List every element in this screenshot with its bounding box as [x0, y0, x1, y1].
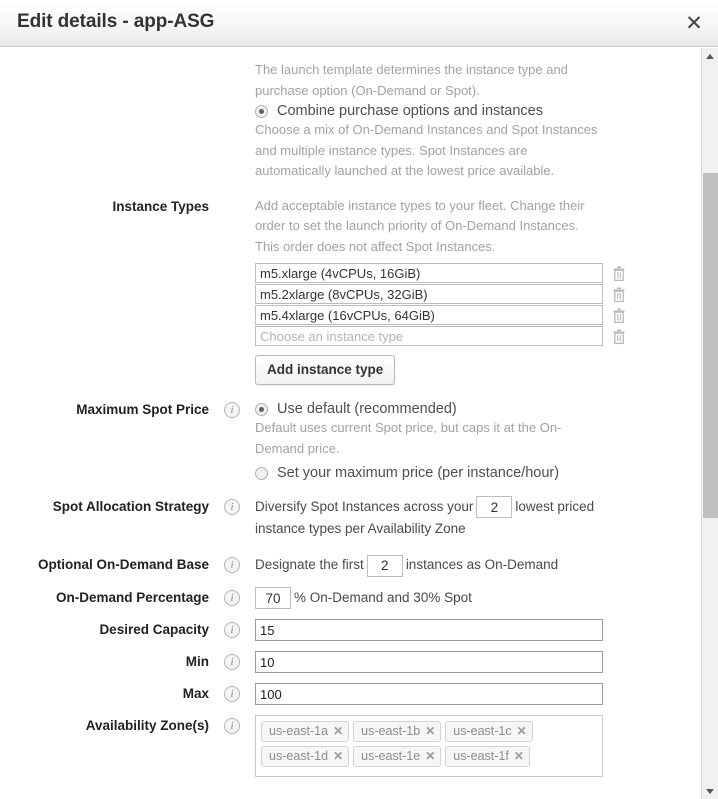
az-chip-label: us-east-1b — [361, 724, 421, 739]
instance-type-input-3[interactable] — [255, 305, 603, 325]
instance-type-row — [255, 263, 690, 283]
spot-price-default-description: Default uses current Spot price, but caps it at the On-Demand price. — [255, 420, 562, 456]
chevron-up-icon[interactable] — [702, 48, 718, 64]
combine-purchase-options-label: Combine purchase options and instances — [277, 103, 543, 119]
trash-icon[interactable] — [612, 328, 626, 345]
dialog-title: Edit details - app-ASG — [17, 11, 215, 32]
max-field — [249, 683, 690, 705]
on-demand-percentage-info[interactable] — [215, 587, 249, 606]
on-demand-base-row — [0, 554, 690, 576]
remove-icon[interactable]: ✕ — [425, 724, 436, 739]
spot-price-custom-radio[interactable] — [255, 467, 268, 480]
info-icon[interactable]: i — [224, 654, 240, 670]
trash-icon[interactable] — [612, 265, 626, 282]
on-demand-base-text-before: Designate the first — [255, 557, 364, 573]
az-chip[interactable] — [261, 746, 349, 767]
desired-capacity-row — [0, 619, 690, 641]
availability-zones-label: Availability Zone(s) — [85, 718, 209, 734]
spot-allocation-count-input[interactable] — [476, 496, 512, 518]
trash-icon[interactable] — [612, 307, 626, 324]
maximum-spot-price-info[interactable] — [215, 399, 249, 418]
edit-details-form — [0, 48, 690, 791]
min-input[interactable] — [255, 651, 603, 673]
remove-icon[interactable]: ✕ — [425, 749, 436, 764]
launch-template-note: The launch template determines the instance type and purchase option (On-Demand or Spot). — [255, 62, 568, 98]
on-demand-base-input[interactable] — [367, 555, 403, 577]
info-icon[interactable]: i — [224, 402, 240, 418]
trash-icon[interactable] — [612, 286, 626, 303]
remove-icon[interactable]: ✕ — [333, 724, 344, 739]
combine-purchase-options-radio[interactable] — [255, 105, 268, 118]
availability-zones-token-field[interactable] — [255, 715, 603, 777]
combine-purchase-options-radio-row[interactable] — [255, 103, 690, 119]
spot-price-default-radio[interactable] — [255, 403, 268, 416]
az-chip[interactable] — [353, 746, 441, 767]
az-chip[interactable] — [445, 746, 530, 767]
on-demand-percentage-input[interactable] — [255, 587, 291, 609]
az-chip[interactable] — [261, 721, 349, 742]
info-icon[interactable]: i — [224, 590, 240, 606]
info-icon[interactable]: i — [224, 718, 240, 734]
spot-price-custom-label: Set your maximum price (per instance/hour) — [277, 465, 560, 481]
instance-type-input-empty[interactable] — [255, 326, 603, 346]
max-row — [0, 683, 690, 705]
instance-types-field — [249, 196, 690, 386]
maximum-spot-price-field — [249, 399, 690, 482]
remove-icon[interactable]: ✕ — [333, 749, 344, 764]
spot-allocation-strategy-info[interactable] — [215, 496, 249, 515]
availability-zones-field — [249, 715, 690, 777]
min-row — [0, 651, 690, 673]
scrollbar-thumb[interactable] — [703, 173, 718, 518]
on-demand-percentage-field — [249, 587, 690, 609]
instance-type-row — [255, 284, 690, 304]
az-chip-label: us-east-1e — [361, 749, 421, 764]
on-demand-base-label: Optional On-Demand Base — [37, 557, 209, 573]
info-icon[interactable]: i — [224, 686, 240, 702]
chevron-down-icon[interactable] — [702, 783, 718, 799]
desired-capacity-info[interactable] — [215, 619, 249, 638]
on-demand-base-text — [255, 554, 605, 576]
instance-types-description: Add acceptable instance types to your fleet. Change their order to set the launch priority of On-Demand Instances. This order does not affect Spot Instances. — [255, 197, 585, 254]
az-chip[interactable] — [445, 721, 532, 742]
on-demand-base-field — [249, 554, 690, 576]
add-instance-type-button[interactable]: Add instance type — [255, 355, 395, 385]
close-icon[interactable]: ✕ — [685, 12, 703, 35]
maximum-spot-price-label: Maximum Spot Price — [76, 402, 209, 417]
availability-zones-row — [0, 715, 690, 777]
info-icon[interactable]: i — [224, 622, 240, 638]
purchase-options-info-spacer — [215, 60, 249, 63]
remove-icon[interactable]: ✕ — [516, 724, 527, 739]
maximum-spot-price-row — [0, 399, 690, 482]
purchase-options-row — [0, 60, 690, 182]
dialog-body — [0, 48, 718, 799]
spot-allocation-strategy-text — [255, 496, 605, 540]
instance-type-input-1[interactable] — [255, 263, 603, 283]
spot-price-default-radio-row[interactable] — [255, 401, 690, 417]
az-chip-label: us-east-1a — [269, 724, 329, 739]
max-input[interactable] — [255, 683, 603, 705]
az-chip-label: us-east-1c — [453, 724, 512, 739]
info-icon[interactable]: i — [224, 499, 240, 515]
vertical-scrollbar[interactable] — [701, 48, 718, 799]
instance-type-row — [255, 305, 690, 325]
instance-types-info-spacer — [215, 196, 249, 199]
desired-capacity-label: Desired Capacity — [99, 622, 209, 638]
on-demand-percentage-text-after: % On-Demand and 30% Spot — [294, 589, 472, 605]
min-field — [249, 651, 690, 673]
spot-price-custom-radio-row[interactable] — [255, 465, 690, 481]
purchase-options-label-spacer — [0, 60, 215, 63]
instance-type-input-2[interactable] — [255, 284, 603, 304]
dialog-header — [0, 0, 718, 47]
purchase-options-field — [249, 60, 690, 182]
on-demand-percentage-row — [0, 587, 690, 609]
az-chip-label: us-east-1f — [453, 749, 509, 764]
remove-icon[interactable]: ✕ — [513, 749, 524, 764]
spot-price-default-label: Use default (recommended) — [277, 401, 457, 417]
desired-capacity-field — [249, 619, 690, 641]
spot-allocation-strategy-label: Spot Allocation Strategy — [52, 499, 209, 514]
instance-type-row-empty — [255, 326, 690, 346]
info-icon[interactable]: i — [224, 557, 240, 573]
max-label: Max — [182, 686, 209, 702]
desired-capacity-input[interactable] — [255, 619, 603, 641]
instance-types-label: Instance Types — [112, 198, 209, 214]
availability-zones-info[interactable] — [215, 715, 249, 734]
spot-allocation-text-after: lowest priced instance types per Availability Zone — [255, 499, 595, 537]
on-demand-base-text-after: instances as On-Demand — [405, 557, 559, 573]
spot-allocation-text-before: Diversify Spot Instances across your — [255, 499, 474, 514]
min-label: Min — [185, 654, 209, 670]
spot-allocation-strategy-row — [0, 496, 690, 540]
on-demand-percentage-text — [255, 587, 605, 609]
combine-purchase-options-description: Choose a mix of On-Demand Instances and Spot Instances and multiple instance types. Spot Instances are automatically launched at the lowest price available. — [255, 122, 598, 178]
on-demand-percentage-label: On-Demand Percentage — [55, 589, 209, 605]
on-demand-base-info[interactable] — [215, 554, 249, 573]
instance-types-row — [0, 196, 690, 386]
max-info[interactable] — [215, 683, 249, 702]
az-chip-label: us-east-1d — [269, 749, 329, 764]
spot-allocation-strategy-field — [249, 496, 690, 540]
min-info[interactable] — [215, 651, 249, 670]
az-chip[interactable] — [353, 721, 441, 742]
